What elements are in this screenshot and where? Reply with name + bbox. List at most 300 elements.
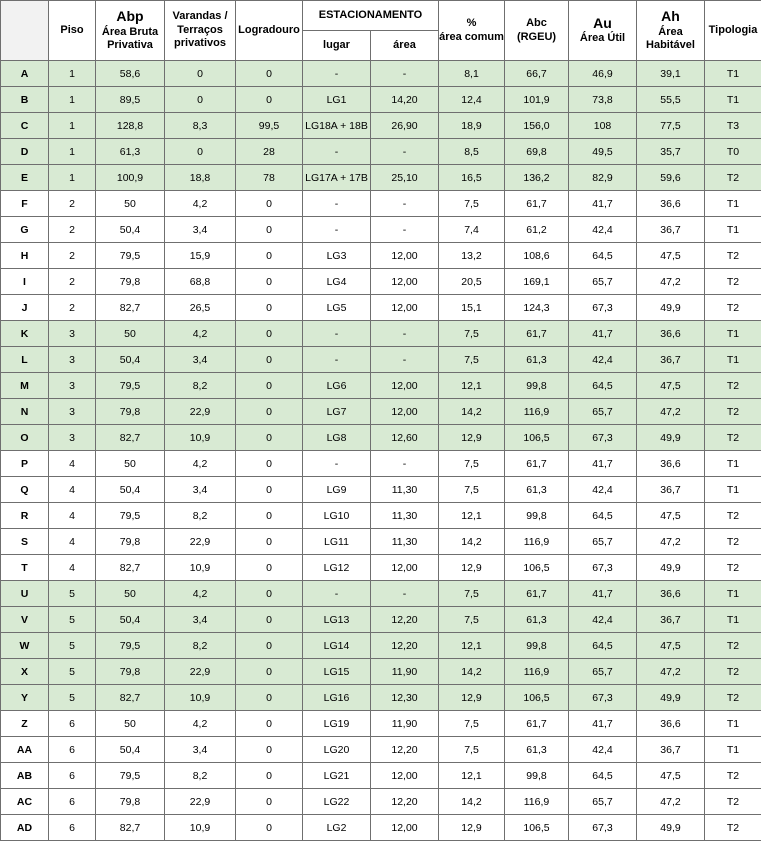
- cell-area: -: [371, 61, 439, 87]
- header-area-comum-line1: %: [439, 17, 504, 31]
- cell-logradouro: 99,5: [236, 113, 303, 139]
- cell-varandas: 8,2: [165, 633, 236, 659]
- cell-ah: 47,5: [637, 633, 705, 659]
- cell-logradouro: 0: [236, 763, 303, 789]
- cell-tipologia: T2: [705, 165, 761, 191]
- cell-comum: 14,2: [439, 789, 505, 815]
- table-row: [1, 529, 761, 555]
- cell-comum: 7,4: [439, 217, 505, 243]
- cell-ah: 47,5: [637, 503, 705, 529]
- cell-logradouro: 0: [236, 477, 303, 503]
- cell-tipologia: T1: [705, 451, 761, 477]
- cell-abc: 106,5: [505, 425, 569, 451]
- header-logradouro: Logradouro: [236, 1, 303, 61]
- header-tipologia: Tipologia: [705, 1, 761, 61]
- cell-abc: 99,8: [505, 633, 569, 659]
- cell-au: 41,7: [569, 191, 637, 217]
- cell-lugar: LG8: [303, 425, 371, 451]
- table-row: [1, 399, 761, 425]
- cell-fracao: C: [1, 113, 49, 139]
- cell-lugar: -: [303, 191, 371, 217]
- cell-tipologia: T1: [705, 347, 761, 373]
- cell-ah: 47,2: [637, 529, 705, 555]
- cell-ah: 49,9: [637, 555, 705, 581]
- cell-piso: 6: [49, 737, 96, 763]
- cell-logradouro: 0: [236, 503, 303, 529]
- cell-comum: 7,5: [439, 607, 505, 633]
- cell-au: 67,3: [569, 685, 637, 711]
- cell-tipologia: T2: [705, 295, 761, 321]
- cell-lugar: LG6: [303, 373, 371, 399]
- cell-comum: 13,2: [439, 243, 505, 269]
- cell-area: -: [371, 191, 439, 217]
- cell-ah: 36,7: [637, 607, 705, 633]
- cell-lugar: -: [303, 61, 371, 87]
- cell-area: -: [371, 139, 439, 165]
- cell-varandas: 4,2: [165, 321, 236, 347]
- cell-comum: 14,2: [439, 659, 505, 685]
- cell-comum: 12,9: [439, 685, 505, 711]
- cell-comum: 7,5: [439, 451, 505, 477]
- cell-abc: 61,2: [505, 217, 569, 243]
- header-ah: [637, 1, 705, 61]
- cell-varandas: 22,9: [165, 399, 236, 425]
- cell-ah: 47,5: [637, 763, 705, 789]
- cell-abc: 108,6: [505, 243, 569, 269]
- cell-abp: 79,5: [96, 633, 165, 659]
- cell-piso: 5: [49, 581, 96, 607]
- cell-abp: 50: [96, 451, 165, 477]
- cell-abp: 82,7: [96, 815, 165, 841]
- cell-tipologia: T2: [705, 555, 761, 581]
- cell-varandas: 26,5: [165, 295, 236, 321]
- cell-logradouro: 0: [236, 321, 303, 347]
- cell-logradouro: 0: [236, 399, 303, 425]
- table-row: [1, 633, 761, 659]
- cell-comum: 16,5: [439, 165, 505, 191]
- cell-lugar: LG13: [303, 607, 371, 633]
- cell-fracao: I: [1, 269, 49, 295]
- table-body: [1, 61, 761, 841]
- table-row: [1, 165, 761, 191]
- cell-au: 41,7: [569, 451, 637, 477]
- cell-varandas: 8,2: [165, 763, 236, 789]
- table-row: [1, 139, 761, 165]
- cell-fracao: AA: [1, 737, 49, 763]
- cell-logradouro: 0: [236, 295, 303, 321]
- header-piso: Piso: [49, 1, 96, 61]
- cell-abp: 61,3: [96, 139, 165, 165]
- cell-area: 11,30: [371, 477, 439, 503]
- cell-lugar: LG4: [303, 269, 371, 295]
- cell-lugar: LG16: [303, 685, 371, 711]
- cell-ah: 77,5: [637, 113, 705, 139]
- cell-abp: 50: [96, 191, 165, 217]
- cell-ah: 47,2: [637, 659, 705, 685]
- cell-tipologia: T1: [705, 321, 761, 347]
- cell-area: 12,00: [371, 243, 439, 269]
- cell-varandas: 3,4: [165, 607, 236, 633]
- cell-varandas: 0: [165, 139, 236, 165]
- cell-au: 65,7: [569, 529, 637, 555]
- cell-abc: 99,8: [505, 503, 569, 529]
- cell-au: 67,3: [569, 425, 637, 451]
- table-row: [1, 555, 761, 581]
- cell-varandas: 68,8: [165, 269, 236, 295]
- cell-abp: 50,4: [96, 607, 165, 633]
- table-row: [1, 243, 761, 269]
- cell-au: 64,5: [569, 763, 637, 789]
- cell-comum: 14,2: [439, 399, 505, 425]
- cell-au: 65,7: [569, 399, 637, 425]
- cell-abc: 116,9: [505, 789, 569, 815]
- cell-tipologia: T2: [705, 685, 761, 711]
- cell-tipologia: T2: [705, 659, 761, 685]
- cell-varandas: 8,2: [165, 373, 236, 399]
- header-ah-main: Ah: [637, 8, 704, 26]
- cell-area: 11,30: [371, 529, 439, 555]
- cell-abc: 106,5: [505, 685, 569, 711]
- cell-area: 11,90: [371, 659, 439, 685]
- cell-piso: 4: [49, 451, 96, 477]
- table-row: [1, 321, 761, 347]
- cell-varandas: 4,2: [165, 451, 236, 477]
- table-row: [1, 477, 761, 503]
- cell-piso: 6: [49, 789, 96, 815]
- cell-abp: 89,5: [96, 87, 165, 113]
- cell-piso: 6: [49, 711, 96, 737]
- cell-au: 67,3: [569, 295, 637, 321]
- cell-piso: 2: [49, 295, 96, 321]
- cell-lugar: -: [303, 321, 371, 347]
- cell-piso: 1: [49, 61, 96, 87]
- cell-piso: 6: [49, 815, 96, 841]
- cell-varandas: 3,4: [165, 477, 236, 503]
- cell-piso: 1: [49, 165, 96, 191]
- cell-abp: 82,7: [96, 425, 165, 451]
- cell-au: 41,7: [569, 581, 637, 607]
- cell-fracao: O: [1, 425, 49, 451]
- cell-area: -: [371, 321, 439, 347]
- cell-lugar: LG14: [303, 633, 371, 659]
- cell-fracao: P: [1, 451, 49, 477]
- header-varandas-line1: Varandas /: [165, 10, 235, 24]
- cell-fracao: G: [1, 217, 49, 243]
- cell-au: 42,4: [569, 347, 637, 373]
- cell-comum: 18,9: [439, 113, 505, 139]
- cell-piso: 4: [49, 555, 96, 581]
- cell-abc: 61,3: [505, 737, 569, 763]
- cell-au: 65,7: [569, 659, 637, 685]
- cell-comum: 12,9: [439, 425, 505, 451]
- cell-piso: 3: [49, 347, 96, 373]
- cell-abp: 79,8: [96, 789, 165, 815]
- cell-fracao: R: [1, 503, 49, 529]
- table-header: [1, 1, 761, 61]
- cell-fracao: F: [1, 191, 49, 217]
- cell-abp: 82,7: [96, 555, 165, 581]
- cell-tipologia: T2: [705, 503, 761, 529]
- cell-abc: 61,3: [505, 477, 569, 503]
- cell-tipologia: T2: [705, 763, 761, 789]
- cell-fracao: N: [1, 399, 49, 425]
- cell-comum: 12,4: [439, 87, 505, 113]
- cell-piso: 5: [49, 633, 96, 659]
- cell-abp: 100,9: [96, 165, 165, 191]
- cell-area: -: [371, 217, 439, 243]
- table-row: [1, 295, 761, 321]
- cell-abp: 79,8: [96, 659, 165, 685]
- cell-varandas: 4,2: [165, 191, 236, 217]
- cell-au: 49,5: [569, 139, 637, 165]
- cell-tipologia: T1: [705, 191, 761, 217]
- cell-area: 12,00: [371, 815, 439, 841]
- cell-lugar: LG20: [303, 737, 371, 763]
- cell-varandas: 18,8: [165, 165, 236, 191]
- cell-comum: 20,5: [439, 269, 505, 295]
- cell-fracao: V: [1, 607, 49, 633]
- cell-varandas: 22,9: [165, 789, 236, 815]
- cell-varandas: 0: [165, 87, 236, 113]
- cell-logradouro: 0: [236, 191, 303, 217]
- cell-lugar: LG7: [303, 399, 371, 425]
- cell-abp: 50,4: [96, 217, 165, 243]
- cell-abc: 99,8: [505, 373, 569, 399]
- header-ah-sub2: Habitável: [637, 39, 704, 53]
- cell-piso: 3: [49, 321, 96, 347]
- cell-varandas: 10,9: [165, 555, 236, 581]
- cell-lugar: LG19: [303, 711, 371, 737]
- cell-comum: 12,1: [439, 633, 505, 659]
- cell-logradouro: 0: [236, 607, 303, 633]
- cell-fracao: Z: [1, 711, 49, 737]
- cell-area: 12,20: [371, 607, 439, 633]
- cell-lugar: LG10: [303, 503, 371, 529]
- cell-abc: 116,9: [505, 529, 569, 555]
- cell-lugar: LG9: [303, 477, 371, 503]
- cell-fracao: J: [1, 295, 49, 321]
- cell-area: 12,20: [371, 789, 439, 815]
- cell-lugar: LG1: [303, 87, 371, 113]
- cell-area: -: [371, 581, 439, 607]
- cell-tipologia: T0: [705, 139, 761, 165]
- cell-tipologia: T1: [705, 87, 761, 113]
- cell-varandas: 22,9: [165, 659, 236, 685]
- cell-au: 46,9: [569, 61, 637, 87]
- cell-fracao: Y: [1, 685, 49, 711]
- cell-tipologia: T2: [705, 789, 761, 815]
- cell-piso: 2: [49, 269, 96, 295]
- table-row: [1, 61, 761, 87]
- cell-abc: 61,7: [505, 711, 569, 737]
- cell-piso: 6: [49, 763, 96, 789]
- cell-area: 14,20: [371, 87, 439, 113]
- cell-comum: 7,5: [439, 477, 505, 503]
- cell-comum: 7,5: [439, 347, 505, 373]
- cell-piso: 4: [49, 503, 96, 529]
- table-row: [1, 113, 761, 139]
- cell-tipologia: T1: [705, 477, 761, 503]
- cell-abc: 69,8: [505, 139, 569, 165]
- cell-lugar: LG17A + 17B: [303, 165, 371, 191]
- cell-piso: 4: [49, 477, 96, 503]
- cell-tipologia: T1: [705, 581, 761, 607]
- header-lugar: lugar: [303, 31, 371, 61]
- cell-varandas: 4,2: [165, 711, 236, 737]
- cell-abp: 79,8: [96, 529, 165, 555]
- cell-ah: 49,9: [637, 815, 705, 841]
- cell-piso: 3: [49, 425, 96, 451]
- cell-au: 64,5: [569, 503, 637, 529]
- table-row: [1, 451, 761, 477]
- cell-logradouro: 0: [236, 529, 303, 555]
- cell-abc: 61,7: [505, 321, 569, 347]
- cell-au: 65,7: [569, 789, 637, 815]
- header-abc-line1: Abc: [505, 17, 568, 31]
- cell-ah: 47,2: [637, 269, 705, 295]
- table-row: [1, 711, 761, 737]
- cell-piso: 4: [49, 529, 96, 555]
- cell-fracao: A: [1, 61, 49, 87]
- cell-au: 42,4: [569, 217, 637, 243]
- cell-ah: 47,5: [637, 373, 705, 399]
- cell-logradouro: 0: [236, 425, 303, 451]
- cell-piso: 3: [49, 373, 96, 399]
- cell-varandas: 10,9: [165, 815, 236, 841]
- table-row: [1, 87, 761, 113]
- cell-fracao: AB: [1, 763, 49, 789]
- cell-tipologia: T3: [705, 113, 761, 139]
- cell-comum: 12,1: [439, 373, 505, 399]
- cell-comum: 7,5: [439, 581, 505, 607]
- cell-comum: 8,1: [439, 61, 505, 87]
- cell-tipologia: T2: [705, 399, 761, 425]
- cell-ah: 59,6: [637, 165, 705, 191]
- cell-tipologia: T2: [705, 373, 761, 399]
- header-varandas: [165, 1, 236, 61]
- cell-au: 64,5: [569, 633, 637, 659]
- cell-varandas: 3,4: [165, 737, 236, 763]
- cell-abc: 116,9: [505, 659, 569, 685]
- cell-logradouro: 0: [236, 243, 303, 269]
- cell-abc: 61,7: [505, 451, 569, 477]
- cell-au: 42,4: [569, 477, 637, 503]
- cell-abp: 82,7: [96, 685, 165, 711]
- cell-abp: 50: [96, 581, 165, 607]
- cell-piso: 2: [49, 243, 96, 269]
- cell-abp: 50: [96, 321, 165, 347]
- cell-area: 26,90: [371, 113, 439, 139]
- cell-logradouro: 0: [236, 789, 303, 815]
- cell-fracao: K: [1, 321, 49, 347]
- cell-varandas: 10,9: [165, 425, 236, 451]
- cell-abc: 61,3: [505, 607, 569, 633]
- cell-logradouro: 28: [236, 139, 303, 165]
- cell-ah: 36,7: [637, 477, 705, 503]
- cell-lugar: -: [303, 347, 371, 373]
- cell-area: 11,30: [371, 503, 439, 529]
- cell-piso: 2: [49, 191, 96, 217]
- cell-tipologia: T1: [705, 711, 761, 737]
- cell-ah: 39,1: [637, 61, 705, 87]
- cell-comum: 12,1: [439, 503, 505, 529]
- table-row: [1, 191, 761, 217]
- cell-ah: 36,6: [637, 581, 705, 607]
- cell-piso: 5: [49, 685, 96, 711]
- table-row: [1, 763, 761, 789]
- table-row: [1, 347, 761, 373]
- cell-tipologia: T1: [705, 217, 761, 243]
- cell-abp: 79,5: [96, 763, 165, 789]
- cell-comum: 7,5: [439, 321, 505, 347]
- cell-au: 73,8: [569, 87, 637, 113]
- cell-abp: 79,5: [96, 373, 165, 399]
- cell-au: 65,7: [569, 269, 637, 295]
- cell-ah: 36,6: [637, 711, 705, 737]
- cell-varandas: 8,3: [165, 113, 236, 139]
- header-area-comum-line2: área comum: [439, 31, 504, 45]
- cell-au: 67,3: [569, 815, 637, 841]
- cell-abc: 106,5: [505, 815, 569, 841]
- cell-piso: 5: [49, 607, 96, 633]
- cell-fracao: U: [1, 581, 49, 607]
- cell-abp: 50,4: [96, 737, 165, 763]
- table-row: [1, 685, 761, 711]
- cell-piso: 3: [49, 399, 96, 425]
- cell-au: 82,9: [569, 165, 637, 191]
- table-row: [1, 425, 761, 451]
- cell-abc: 61,7: [505, 581, 569, 607]
- cell-ah: 35,7: [637, 139, 705, 165]
- cell-logradouro: 0: [236, 87, 303, 113]
- cell-abc: 124,3: [505, 295, 569, 321]
- cell-lugar: LG12: [303, 555, 371, 581]
- cell-comum: 7,5: [439, 711, 505, 737]
- cell-logradouro: 0: [236, 711, 303, 737]
- cell-abp: 79,8: [96, 269, 165, 295]
- cell-fracao: AC: [1, 789, 49, 815]
- cell-abp: 50,4: [96, 477, 165, 503]
- header-abc: [505, 1, 569, 61]
- cell-tipologia: T2: [705, 243, 761, 269]
- cell-logradouro: 0: [236, 685, 303, 711]
- cell-lugar: LG21: [303, 763, 371, 789]
- cell-varandas: 15,9: [165, 243, 236, 269]
- cell-area: 12,00: [371, 399, 439, 425]
- cell-abp: 50,4: [96, 347, 165, 373]
- cell-abp: 79,5: [96, 503, 165, 529]
- cell-fracao: B: [1, 87, 49, 113]
- cell-fracao: AD: [1, 815, 49, 841]
- cell-comum: 14,2: [439, 529, 505, 555]
- cell-area: 12,20: [371, 633, 439, 659]
- cell-abc: 116,9: [505, 399, 569, 425]
- cell-ah: 36,6: [637, 321, 705, 347]
- table-row: [1, 659, 761, 685]
- cell-fracao: H: [1, 243, 49, 269]
- cell-fracao: E: [1, 165, 49, 191]
- cell-lugar: -: [303, 139, 371, 165]
- table-row: [1, 607, 761, 633]
- cell-lugar: LG5: [303, 295, 371, 321]
- cell-lugar: LG11: [303, 529, 371, 555]
- cell-varandas: 0: [165, 61, 236, 87]
- cell-comum: 7,5: [439, 191, 505, 217]
- header-area-comum: [439, 1, 505, 61]
- cell-abc: 66,7: [505, 61, 569, 87]
- cell-area: -: [371, 451, 439, 477]
- cell-varandas: 8,2: [165, 503, 236, 529]
